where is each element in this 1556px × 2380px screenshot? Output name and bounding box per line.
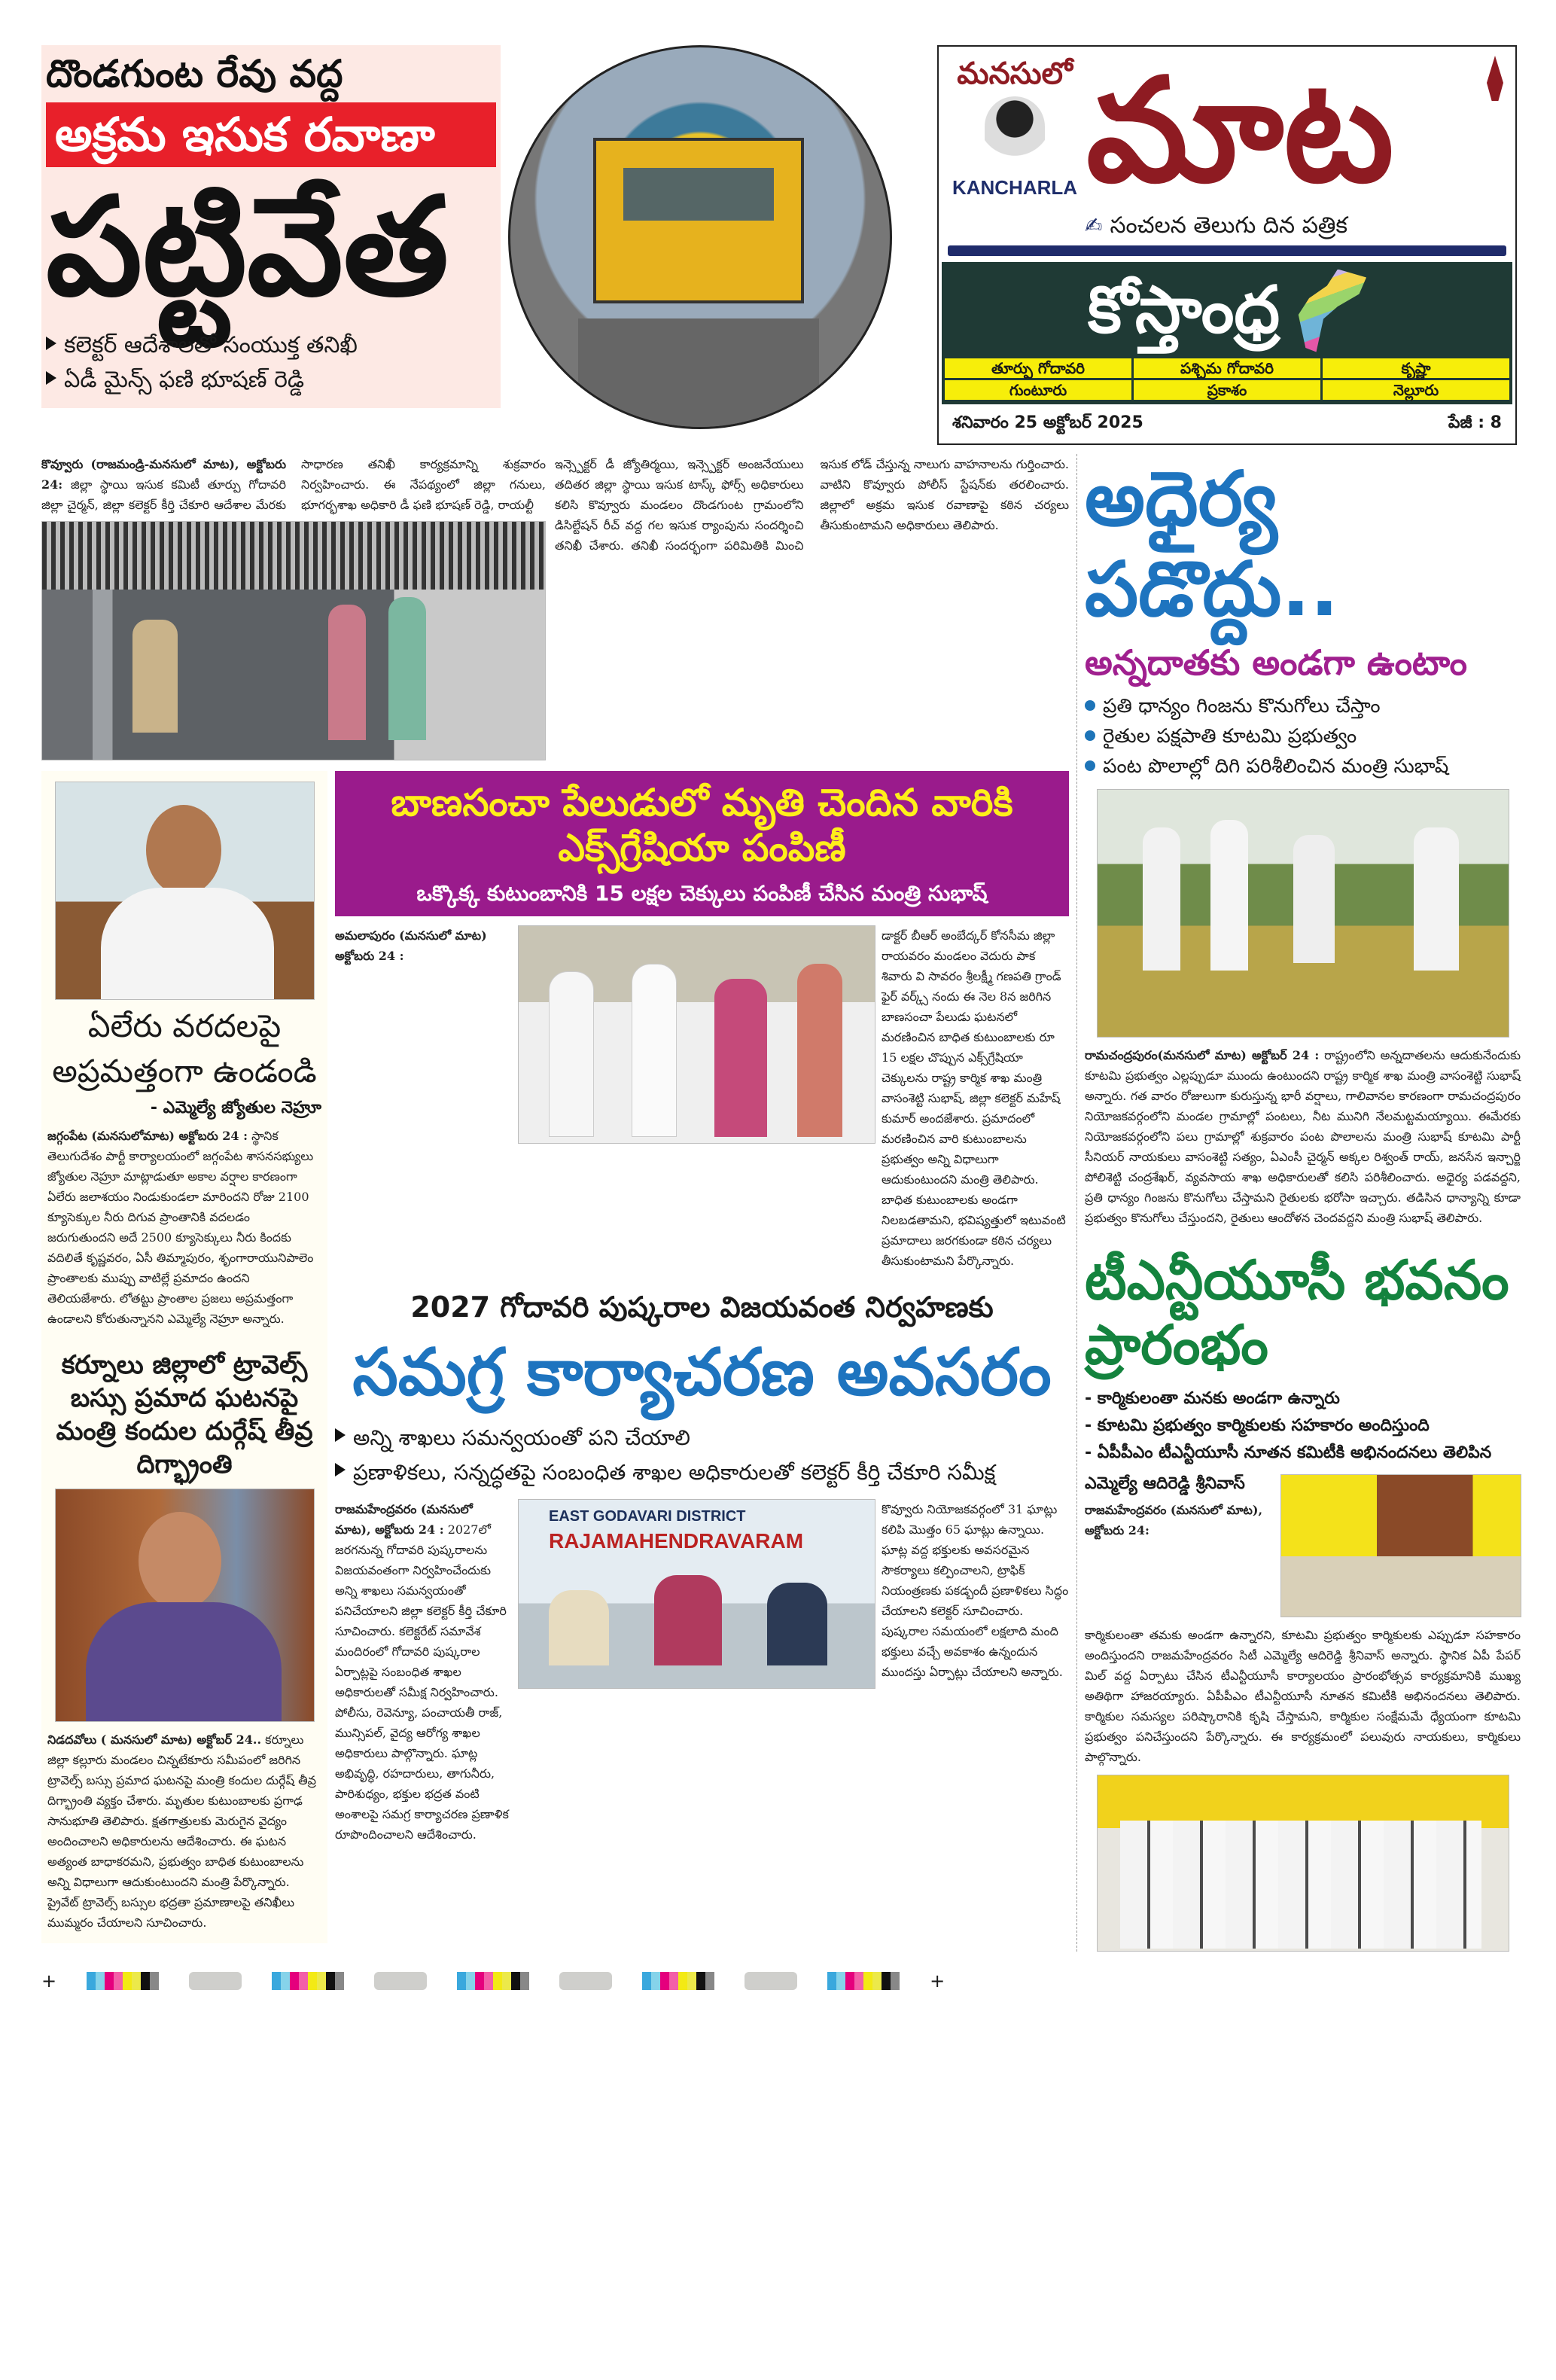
tntuc-headline: టీఎన్టీయూసీ భవనం ప్రారంభం bbox=[1085, 1248, 1509, 1377]
dateline: నిడదవోలు ( మనసులో మాట) అక్టోబర్ 24.. bbox=[47, 1732, 262, 1748]
pushkaralu-bullets bbox=[335, 1421, 1069, 1490]
article-text: కర్నూలు జిల్లా కల్లూరు మండలం చిన్నటేకూరు సమీపంలో జరిగిన ట్రావెల్స్ బస్సు ప్రమాద ఘటనపై మంత్రి కందుల దుర్గేష్ తీవ్ర దిగ్భ్రాంతి వ్యక్తం చేశారు. మృతుల కుటుంబాలకు ప్రగాఢ సానుభూతి తెలిపారు. క్షతగాత్రులకు మెరుగైన వైద్యం అందించాలని అధికారులను ఆదేశించారు. ఈ ఘటన అత్యంత బాధాకరమని, ప్రభుత్వం బాధిత కుటుంబాలను అన్ని విధాలుగా ఆదుకుంటుందని మంత్రి పేర్కొన్నారు. ప్రైవేట్ ట్రావెల్స్ బస్సుల భద్రతా ప్రమాణాలపై తనిఖీలు ముమ్మరం చేయాలని సూచించారు. bbox=[47, 1732, 316, 1931]
dot-bullet-icon bbox=[1085, 730, 1095, 741]
article-text: డాక్టర్ బీఆర్ అంబేద్కర్ కోనసీమ జిల్లా రాయవరం మండలం వెదురు పాక శివారు వి సావరం శ్రీలక్ష్మీ గణపతి గ్రాండ్ ఫైర్ వర్క్స్ నందు ఈ నెల 8న జరిగిన బాణసంచా పేలుడు ఘటనలో మరణించిన బాధిత కుటుంబాలకు రూ 15 లక్షల చొప్పున ఎక్స్‌గ్రేషియా చెక్కులను రాష్ట్ర కార్మిక శాఖ మంత్రి వాసంశెట్టి సుభాష్, జిల్లా కలెక్టర్ మహేష్ కుమార్ అందజేశారు. ప్రమాదంలో మరణించిన వారి కుటుంబాలను ప్రభుత్వం అన్ని విధాలుగా ఆదుకుంటుందని మంత్రి తెలిపారు. బాధిత కుటుంబాలకు అండగా నిలబడతామని, భవిష్యత్తులో ఇటువంటి ప్రమాదాలు జరగకుండా కఠిన చర్యలు తీసుకుంటామని పేర్కొన్నారు. bbox=[882, 928, 1066, 1269]
sand-story-body bbox=[555, 454, 1069, 556]
article-text: కార్మికులంతా తమకు అండగా ఉన్నారని, కూటమి ప్రభుత్వం కార్మికులకు ఎప్పుడూ సహకారం అందిస్తుందని రాజమహేంద్రవరం సిటీ ఎమ్మెల్యే ఆదిరెడ్డి శ్రీనివాస్ అన్నారు. స్థానిక ఏపీ పేపర్ మిల్ వద్ద ఏర్పాటు చేసిన టీఎన్టీయూసీ కార్యాలయం ప్రారంభోత్సవ కార్యక్రమానికి ముఖ్య అతిథిగా హాజరయ్యారు. ఏపీపీఎం టీఎన్టీయూసీ నూతన కమిటీకి అభినందనలు తెలిపారు. కార్మికుల సమస్యల పరిష్కారానికి కృషి చేస్తామని, కార్మికుల సంక్షేమమే ధ్యేయంగా కూటమి ప్రభుత్వం పనిచేస్తుందని పేర్కొన్నారు. ఈ కార్యక్రమంలో పలువురు నాయకులు, కార్మికులు పాల్గొన్నారు. bbox=[1085, 1627, 1521, 1764]
masthead-brand: KANCHARLA bbox=[952, 176, 1078, 199]
edition-panel bbox=[942, 262, 1512, 404]
bullet-text: ఏడీ మైన్స్ ఫణి భూషణ్ రెడ్డి bbox=[64, 367, 305, 394]
dot-bullet-icon bbox=[1085, 760, 1095, 771]
sand-story-headline: పట్టివేత bbox=[46, 169, 449, 327]
bullet-text: అన్ని శాఖలు సమన్వయంతో పని చేయాలి bbox=[353, 1425, 690, 1451]
bullet-text: ప్రణాళికలు, సన్నద్ధతపై సంబంధిత శాఖల అధికారులతో కలెక్టర్ కీర్తి చేకూరి సమీక్ష bbox=[353, 1460, 996, 1486]
district-krishna: కృష్ణా bbox=[1323, 358, 1509, 378]
registration-mark-icon: + bbox=[930, 1970, 945, 1991]
article-text: ఇన్స్పెక్టర్ డీ జ్యోతిర్మయి, ఇన్స్పెక్టర్ అంజనేయులు తదితర జిల్లా స్థాయి ఇసుక టాస్క్ ఫోర్స్ అధికారులు కలిసి కొవ్వూరు మండలం దొండగుంట గ్రామంలోని డిసిల్టేషన్ రీచ్ వద్ద గల ఇసుక ర్యాంపును సందర్శించి తనిఖీ చేశారు. తనిఖీ సందర్భంగా పరిమితికి మించి ఇసుక లోడ్ చేస్తున్న నాలుగు వాహనాలను గుర్తించారు. వాటిని కొవ్వూరు పోలీస్ స్టేషన్‌కు తరలించారు. జిల్లాలో అక్రమ ఇసుక రవాణాపై కఠిన చర్యలు తీసుకుంటామని అధికారులు తెలిపారు. bbox=[555, 456, 1069, 553]
mla-nehru-photo bbox=[55, 782, 315, 1000]
masthead-rule bbox=[948, 245, 1506, 256]
sand-story-kicker: దొండగుంట రేవు వద్ద bbox=[46, 52, 343, 96]
page-number: పేజీ : 8 bbox=[1448, 413, 1502, 432]
eleru-headline-1: ఏలేరు వరదలపై bbox=[87, 1007, 282, 1044]
tntuc-byline: ఎమ్మెల్యే ఆదిరెడ్డి శ్రీనివాస్ bbox=[1085, 1473, 1245, 1493]
bullet-text: పంట పొలాల్లో దిగి పరిశీలించిన మంత్రి సుభాష్ bbox=[1103, 755, 1449, 779]
bullet-text: ప్రతి ధాన్యం గింజను కొనుగోలు చేస్తాం bbox=[1103, 695, 1381, 718]
eleru-body bbox=[47, 1126, 321, 1329]
article-text: స్థానిక తెలుగుదేశం పార్టీ కార్యాలయంలో జగ్గంపేట శాసనసభ్యులు జ్యోతుల నెహ్రూ మాట్లాడుతూ అకాల వర్షాల కారణంగా ఏలేరు జలాశయం నిండుకుండలా మారిందని రోజు 2100 క్యూసెక్కుల నీరు దిగువ ప్రాంతానికి వదలడం జరుగుతుందని అదే 2500 క్యూసెక్కులు నీరు కిందకు వదిలితే కృష్ణవరం, ఏసీ తిమ్మాపురం, శృంగారాయునిపాలెం ప్రాంతాలకు ముప్పు వాటిల్లే ప్రమాదం ఉందని తెలియజేశారు. లోతట్టు ప్రాంతాల ప్రజలు అప్రమత్తంగా ఉండాలని కోరుతున్నానని ఎమ్మెల్యే నెహ్రూ అన్నారు. bbox=[47, 1129, 314, 1327]
triangle-bullet-icon bbox=[46, 337, 56, 350]
farmers-headline: అధైర్య పడొద్దు.. bbox=[1085, 454, 1339, 633]
article-text: రాష్ట్రంలోని అన్నదాతలను ఆదుకునేందుకు కూటమి ప్రభుత్వం ఎల్లప్పుడూ ముందు ఉంటుందని రాష్ట్ర కార్మిక శాఖ మంత్రి వాసంశెట్టి సుభాష్ అన్నారు. గత వారం రోజులుగా కురుస్తున్న భారీ వర్షాలు, గాలివానల కారణంగా రామచంద్రపురం నియోజకవర్గంలోని మండల గ్రామాల్లో పంటలు, నీట మునిగి నేలమట్టమయ్యాయి. ఈమేరకు నియోజకవర్గంలోని పలు గ్రామాల్లో శుక్రవారం పంట పొలాలను మంత్రి సుభాష్ కూటమి పార్టీ సీనియర్ నాయకులు వాసంశెట్టి సత్యం, ఏఎంసీ చైర్మన్ అక్కల రిశ్వంత్ రాయ్, జనసేన ఇన్చార్జి పోలిశెట్టి చంద్రశేఖర్, వ్యవసాయ శాఖ అధికారులతో కలిసి పరిశీలించారు. అధైర్య పడవద్దని, ప్రతి ధాన్యం గింజను కొనుగోలు చేస్తామని రైతులకు భరోసా ఇచ్చారు. తడిసిన ధాన్యాన్ని కూడా ప్రభుత్వం కొనుగోలు చేస్తుందని, రైతులు ఆందోళన చెందవద్దని మంత్రి సుభాష్ తెలిపారు. bbox=[1085, 1048, 1521, 1226]
bullet-text: రైతుల పక్షపాతి కూటమి ప్రభుత్వం bbox=[1103, 725, 1357, 748]
triangle-bullet-icon bbox=[335, 1428, 346, 1442]
article-text: 2027లో జరగనున్న గోదావరి పుష్కరాలను విజయవంతంగా నిర్వహించేందుకు అన్ని శాఖలు సమన్వయంతో పనిచేయాలని జిల్లా కలెక్టర్ కీర్తి చేకూరి సూచించారు. కలెక్టరేట్ సమావేశ మందిరంలో గోదావరి పుష్కరాల ఏర్పాట్లపై సంబంధిత శాఖల అధికారులతో సమీక్ష నిర్వహించారు. పోలీసు, రెవెన్యూ, పంచాయతీ రాజ్, మున్సిపల్, వైద్య ఆరోగ్య శాఖల అధికారులు పాల్గొన్నారు. ఘాట్ల అభివృద్ధి, రహదారులు, తాగునీరు, పారిశుధ్యం, భక్తుల భద్రత వంటి అంశాలపై సమగ్ర కార్యాచరణ ప్రణాళిక రూపొందించాలని ఆదేశించారు. bbox=[335, 1522, 509, 1842]
dateline: కొవ్వూరు (రాజమండ్రి-మనసులో మాట), అక్టోబరు 24: bbox=[41, 456, 286, 492]
tntuc-bullets bbox=[1085, 1385, 1521, 1467]
truck-photo bbox=[508, 45, 892, 429]
exgratia-banner bbox=[335, 771, 1069, 917]
field-visit-photo bbox=[1097, 789, 1509, 1038]
exgratia-cheque-photo bbox=[518, 925, 875, 1144]
pen-nib-icon bbox=[1487, 56, 1503, 101]
masthead-logo-small: మనసులో bbox=[957, 56, 1073, 91]
sand-story-header bbox=[41, 45, 501, 408]
dateline: రాజమహేంద్రవరం (మనసులో మాట), అక్టోబరు 24 : bbox=[335, 1502, 473, 1537]
registration-mark-icon: + bbox=[41, 1970, 57, 1991]
kurnool-body bbox=[47, 1729, 321, 1933]
article-text: కొవ్వూరు నియోజకవర్గంలో 31 ఘాట్లు కలిపి మొత్తం 65 ఘాట్లు ఉన్నాయి. ఘాట్ల వద్ద భక్తులకు అవసరమైన సౌకర్యాలు కల్పించాలని, ట్రాఫిక్ నియంత్రణకు పకడ్బందీ ప్రణాళికలు సిద్ధం చేయాలని కలెక్టర్ సూచించారు. పుష్కరాల సమయంలో లక్షలాది మంది భక్తులు వచ్చే అవకాశం ఉన్నందున ముందస్తు ఏర్పాట్లు చేయాలని అన్నారు. bbox=[882, 1502, 1069, 1680]
edition-title: కోస్తాంధ్ర bbox=[1087, 272, 1280, 348]
bullet-text: కలెక్టర్ ఆదేశాలతో సంయుక్త తనిఖీ bbox=[64, 332, 358, 359]
district-east-godavari: తూర్పు గోదావరి bbox=[945, 358, 1131, 378]
dateline: రాజమహేంద్రవరం (మనసులో మాట), అక్టోబరు 24: bbox=[1085, 1503, 1263, 1538]
founder-portrait bbox=[985, 96, 1045, 172]
triangle-bullet-icon bbox=[46, 371, 56, 385]
exgratia-subheadline: ఒక్కొక్క కుటుంబానికి 15 లక్షల చెక్కులు పంపిణీ చేసిన మంత్రి సుభాష్ bbox=[416, 880, 988, 906]
tntuc-body bbox=[1085, 1625, 1521, 1767]
photo-sign-line-2: RAJAMAHENDRAVARAM bbox=[549, 1529, 804, 1553]
pushkaralu-kicker: 2027 గోదావరి పుష్కరాల విజయవంత నిర్వహణకు bbox=[410, 1291, 994, 1324]
issue-date: శనివారం 25 అక్టోబర్ 2025 bbox=[952, 413, 1143, 432]
tntuc-office-photo bbox=[1280, 1474, 1521, 1617]
eleru-byline: - ఎమ్మెల్యే జ్యోతుల నెహ్రూ bbox=[150, 1098, 321, 1117]
masthead bbox=[937, 45, 1517, 445]
pushkaralu-body-right bbox=[882, 1499, 1069, 1682]
dot-bullet-icon bbox=[1085, 700, 1095, 711]
dateline: రామచంద్రపురం(మనసులో మాట) అక్టోబర్ 24 : bbox=[1085, 1048, 1320, 1063]
pushkaralu-headline: సమగ్ర కార్యాచరణ అవసరం bbox=[352, 1335, 1052, 1411]
dateline: జగ్గంపేట (మనసులోమాట) అక్టోబరు 24 : bbox=[47, 1129, 248, 1144]
pushkaralu-body-left bbox=[335, 1499, 512, 1845]
sand-story-body-lead bbox=[41, 454, 546, 515]
district-nellore: నెల్లూరు bbox=[1323, 380, 1509, 400]
bullet-text: - కార్మికులంతా మనకు అండగా ఉన్నారు bbox=[1085, 1388, 1340, 1408]
print-color-bar bbox=[41, 1970, 1521, 1992]
eleru-headline-2: అప్రమత్తంగా ఉండండి bbox=[52, 1053, 317, 1090]
minister-durgesh-photo bbox=[55, 1489, 315, 1722]
kurnool-headline: కర్నూలు జిల్లాలో ట్రావెల్స్ బస్సు ప్రమాద ఘటనపై మంత్రి కందుల దుర్గేష్ తీవ్ర దిగ్భ్రాంతి bbox=[56, 1350, 313, 1480]
farmers-body bbox=[1085, 1045, 1521, 1228]
district-guntur: గుంటూరు bbox=[945, 380, 1131, 400]
sand-story-bullets bbox=[46, 328, 496, 398]
dateline: అమలాపురం (మనసులో మాట) అక్టోబరు 24 : bbox=[335, 928, 487, 964]
exgratia-headline: బాణసంచా పేలుడులో మృతి చెందిన వారికి ఎక్స్‌గ్రేషియా పంపిణీ bbox=[391, 780, 1013, 870]
district-west-godavari: పశ్చిమ గోదావరి bbox=[1134, 358, 1320, 378]
district-grid bbox=[945, 358, 1509, 400]
bullet-text: - కూటమి ప్రభుత్వం కార్మికులకు సహకారం అందిస్తుంది bbox=[1085, 1416, 1430, 1435]
inspection-photo bbox=[41, 521, 546, 760]
tntuc-body-top bbox=[1085, 1500, 1265, 1540]
top-row bbox=[41, 45, 1521, 445]
masthead-logo-big: మాట bbox=[1086, 47, 1394, 214]
tntuc-group-photo bbox=[1097, 1775, 1509, 1952]
triangle-bullet-icon bbox=[335, 1463, 346, 1476]
masthead-tagline: సంచలన తెలుగు దిన పత్రిక bbox=[1110, 212, 1348, 239]
exgratia-body-right bbox=[882, 925, 1069, 1271]
exgratia-body-left bbox=[335, 925, 512, 966]
left-column bbox=[41, 771, 327, 1943]
sand-story-banner: అక్రమ ఇసుక రవాణా bbox=[46, 102, 496, 167]
district-prakasam: ప్రకాశం bbox=[1134, 380, 1320, 400]
bullet-text: - ఏపీపీఎం టీఎన్టీయూసీ నూతన కమిటీకి అభినందనలు తెలిపిన bbox=[1085, 1443, 1492, 1462]
farmers-bullets bbox=[1085, 691, 1521, 782]
quill-icon: ✍ bbox=[1085, 213, 1103, 238]
left-region bbox=[41, 454, 1069, 1943]
coastal-map-icon bbox=[1295, 270, 1366, 352]
middle-column bbox=[335, 771, 1069, 1845]
collector-meeting-photo bbox=[518, 1499, 875, 1689]
right-column bbox=[1076, 454, 1521, 1952]
farmers-subheadline: అన్నదాతకు అండగా ఉంటాం bbox=[1085, 641, 1467, 683]
article-text: జిల్లా స్థాయి ఇసుక కమిటీ తూర్పు గోదావరి జిల్లా చైర్మన్, జిల్లా కలెక్టర్ కీర్తి చేకూరి ఆదేశాల మేరకు సాధారణ తనిఖీ కార్యక్రమాన్ని శుక్రవారం నిర్వహించారు. ఈ నేపథ్యంలో జిల్లా గనులు, భూగర్భశాఖ అధికారి డీ ఫణి భూషణ్ రెడ్డి, రాయల్టీ bbox=[41, 456, 546, 512]
sand-story-body-area bbox=[41, 454, 1069, 760]
main-row bbox=[41, 454, 1521, 1952]
photo-sign-line-1: EAST GODAVARI DISTRICT bbox=[549, 1508, 746, 1525]
